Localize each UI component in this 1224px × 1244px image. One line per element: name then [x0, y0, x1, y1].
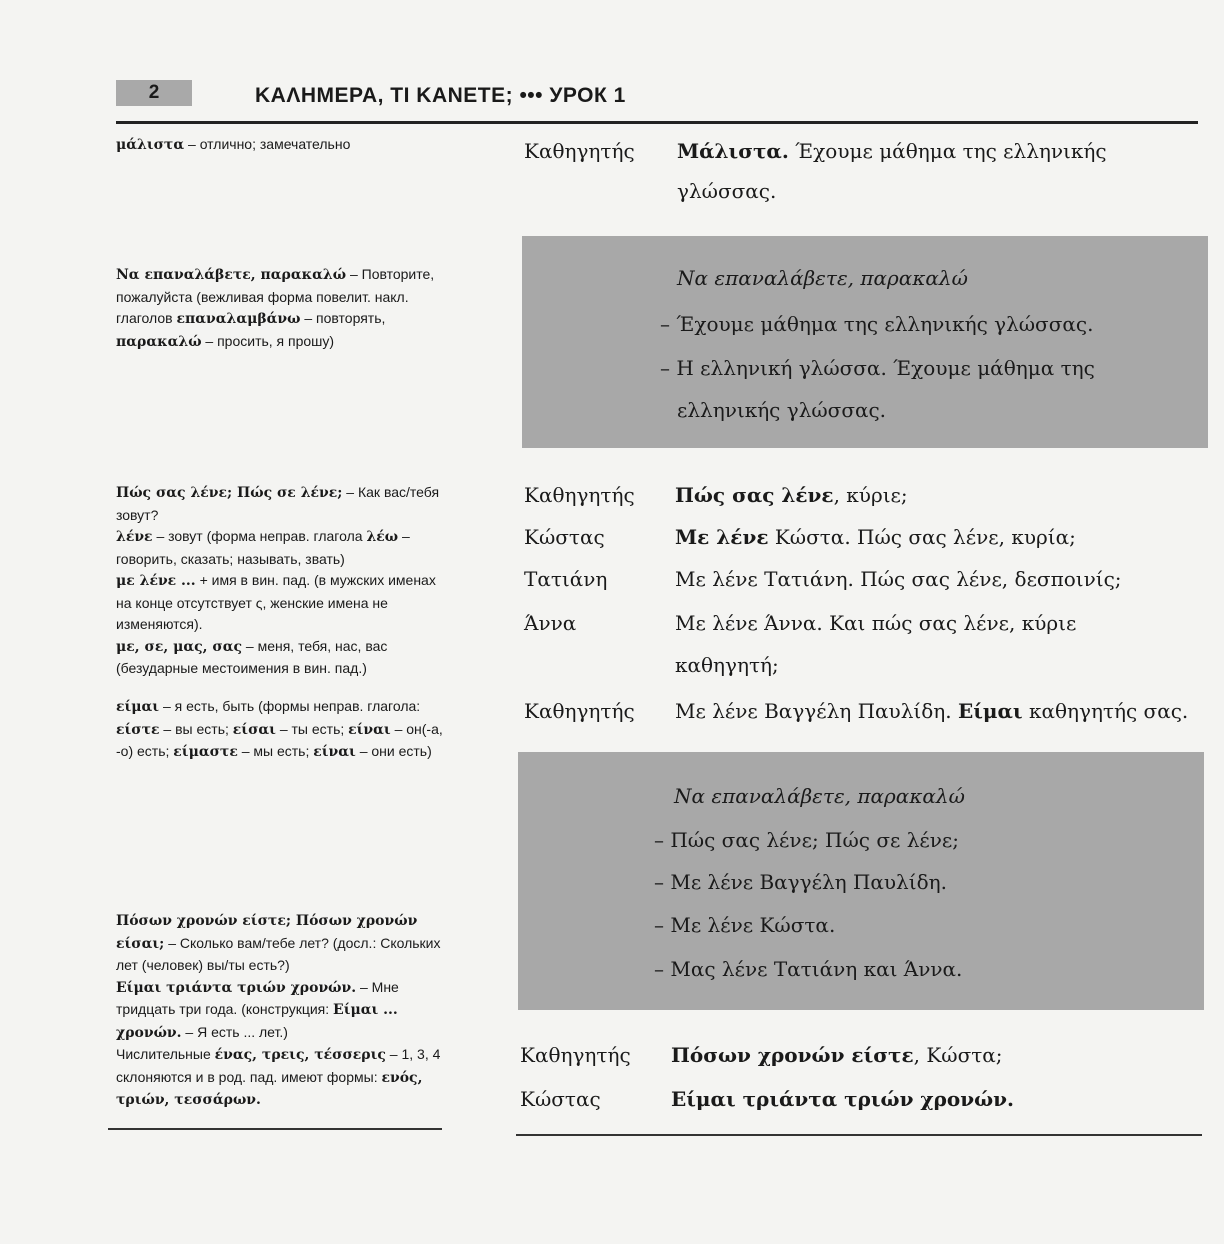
glossary-bottom-rule [108, 1128, 442, 1130]
glossary-note-age: Πόσων χρονών είστε; Πόσων χρονών είσαι; – Сколько вам/тебе лет? (досл.: Скольких лет (человек) вы/ты есть?) Είμαι τριάντα τριών χρονών. – Мне тридцать три года. (конструкция: Είμαι ... χρονών. – Я есть ... лет.) Числительные ένας, τρεις, τέσσερις – 1, 3, 4 склоняются и в род. пад. имеют формы: ενός, τριών, τεσσάρων. [116, 913, 441, 1108]
speaker-label: Καθηγητής [524, 699, 635, 723]
speaker-label: Κώστας [520, 1087, 601, 1111]
repeat-phrase: ελληνικής γλώσσας. [677, 398, 887, 422]
repeat-phrase: – Με λένε Κώστα. [654, 913, 836, 937]
repeat-phrase: – Μας λένε Τατιάνη και Άννα. [654, 957, 963, 981]
header-rule [116, 121, 1198, 124]
speaker-label: Καθηγητής [524, 139, 635, 163]
repeat-box-title: Να επαναλάβετε, παρακαλώ [674, 784, 965, 808]
glossary-note-malista: μάλιστα – отлично; замечательно [116, 136, 351, 153]
speaker-label: Τατιάνη [524, 567, 608, 591]
repeat-phrase: – Πώς σας λένε; Πώς σε λένε; [654, 828, 960, 852]
chapter-title: ΚΑΛΗΜΕΡΑ, ΤΙ ΚΑΝΕΤΕ; ••• УРОК 1 [255, 84, 626, 107]
speaker-label: Κώστας [524, 525, 605, 549]
glossary-note-names: Πώς σας λένε; Πώς σε λένε; – Как вас/тебя зовут? λένε – зовут (форма неправ. глагола λέω – говорить, сказать; называть, звать) με λένε ... + имя в вин. пад. (в мужских именах на конце отсутствует ς, женские имена не изменяются). με, σε, μας, σας – меня, тебя, нас, вас (безударные местоимения в вин. пад.) [116, 484, 440, 676]
glossary-note-repeat: Να επαναλάβετε, παρακαλώ – Повторите, пожалуйста (вежливая форма повелит. накл. глаголов επαναλαμβάνω – повторять, παρακαλώ – просить, я прошу) [116, 266, 435, 350]
speaker-label: Καθηγητής [520, 1043, 631, 1067]
page-number: 2 [116, 80, 192, 106]
glossary-note-eimai: είμαι – я есть, быть (формы неправ. глагола: είστε – вы есть; είσαι – ты есть; είναι – он(-а, -о) есть; είμαστε – мы есть; είναι – они есть) [116, 698, 443, 760]
repeat-box-title: Να επαναλάβετε, παρακαλώ [677, 266, 968, 290]
speaker-label: Καθηγητής [524, 483, 635, 507]
repeat-phrase: – Έχουμε μάθημα της ελληνικής γλώσσας. [660, 312, 1094, 336]
dialogue-bottom-rule [516, 1134, 1202, 1136]
speaker-label: Άννα [524, 611, 577, 635]
repeat-phrase: – Με λένε Βαγγέλη Παυλίδη. [654, 870, 947, 894]
repeat-phrase: – Η ελληνική γλώσσα. Έχουμε μάθημα της [660, 356, 1095, 380]
